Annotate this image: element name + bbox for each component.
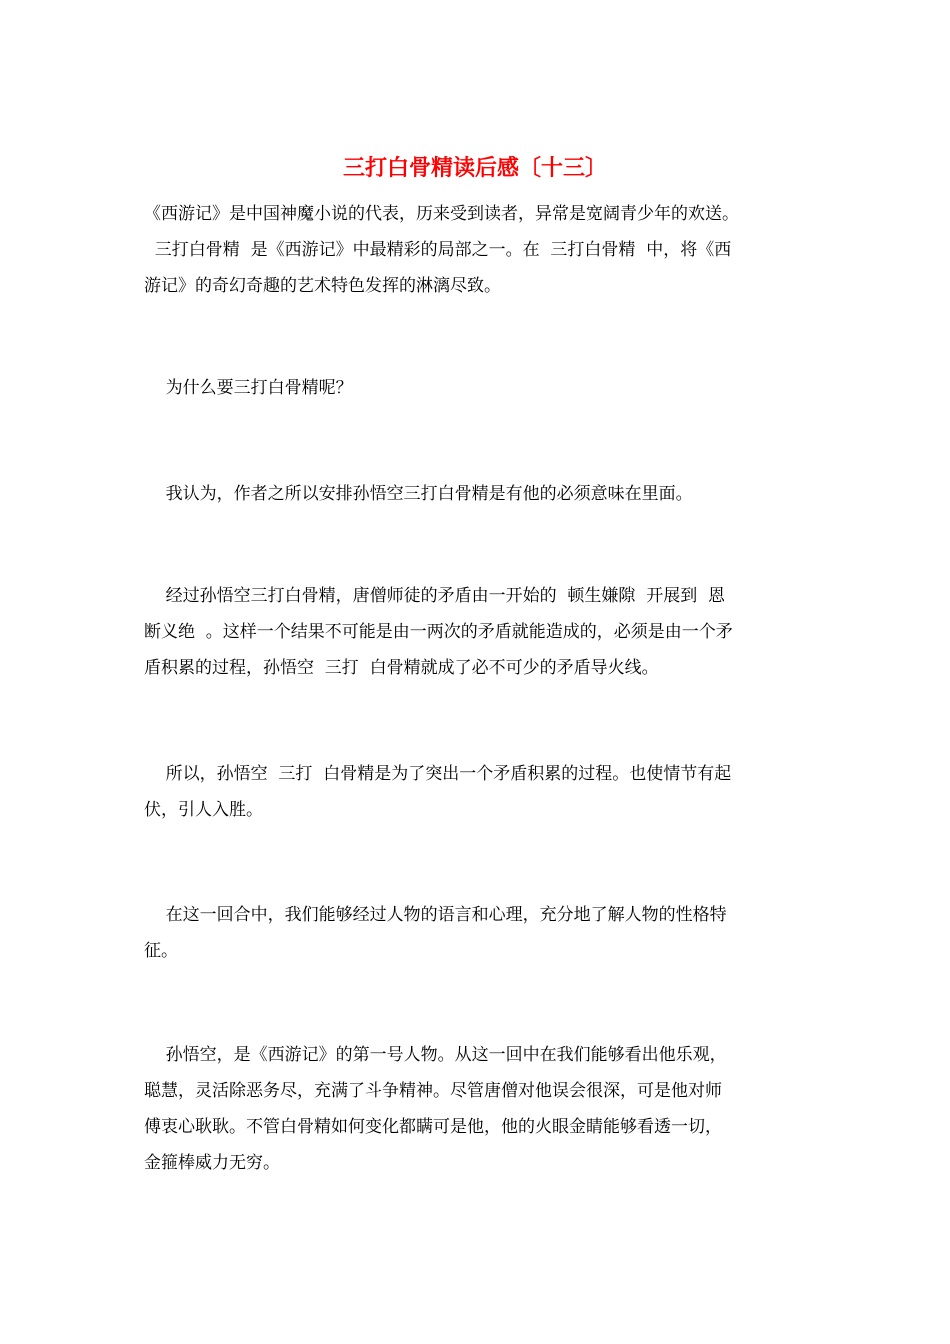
paragraph-line: 在这一回合中，我们能够经过人物的语言和心理，充分地了解人物的性格特 [144, 905, 727, 925]
paragraph-line: 伏，引人入胜。 [144, 800, 263, 820]
paragraph-line: 傅衷心耿耿。不管白骨精如何变化都瞒可是他，他的火眼金睛能够看透一切， [144, 1117, 722, 1137]
paragraph-line: 所以，孙悟空 三打 白骨精是为了突出一个矛盾积累的过程。也使情节有起 [144, 764, 732, 784]
paragraph-question [144, 370, 814, 406]
paragraph-line: 游记》的奇幻奇趣的艺术特色发挥的淋漓尽致。 [144, 276, 501, 296]
paragraph-line: 聪慧，灵活除恶务尽，充满了斗争精神。尽管唐僧对他误会很深，可是他对师 [144, 1081, 722, 1101]
paragraph-line: 经过孙悟空三打白骨精，唐僧师徒的矛盾由一开始的 顿生嫌隙 开展到 恩 [144, 586, 726, 606]
paragraph-line: 孙悟空，是《西游记》的第一号人物。从这一回中在我们能够看出他乐观， [144, 1045, 727, 1065]
paragraph-line: 三打白骨精 是《西游记》中最精彩的局部之一。在 三打白骨精 中，将《西 [144, 240, 732, 260]
paragraph-line: 《西游记》是中国神魔小说的代表，历来受到读者，异常是宽阔青少年的欢送。 [144, 204, 739, 224]
paragraph-therefore [144, 756, 814, 828]
paragraph-characters [144, 897, 814, 969]
paragraph-line: 断义绝 。这样一个结果不可能是由一两次的矛盾就能造成的，必须是由一个矛 [144, 622, 733, 642]
paragraph-line: 盾积累的过程，孙悟空 三打 白骨精就成了必不可少的矛盾导火线。 [144, 658, 659, 678]
paragraph-intro [144, 196, 814, 304]
paragraph-line: 我认为，作者之所以安排孙悟空三打白骨精是有他的必须意味在里面。 [144, 484, 693, 504]
paragraph-line: 为什么要三打白骨精呢？ [144, 378, 353, 398]
paragraph-opinion [144, 476, 814, 512]
paragraph-line: 征。 [144, 941, 178, 961]
document-title: 三打白骨精读后感〔十三〕 [342, 155, 607, 181]
paragraph-line: 金箍棒威力无穷。 [144, 1153, 280, 1173]
paragraph-conflict [144, 578, 814, 686]
paragraph-sun-wukong [144, 1037, 814, 1181]
